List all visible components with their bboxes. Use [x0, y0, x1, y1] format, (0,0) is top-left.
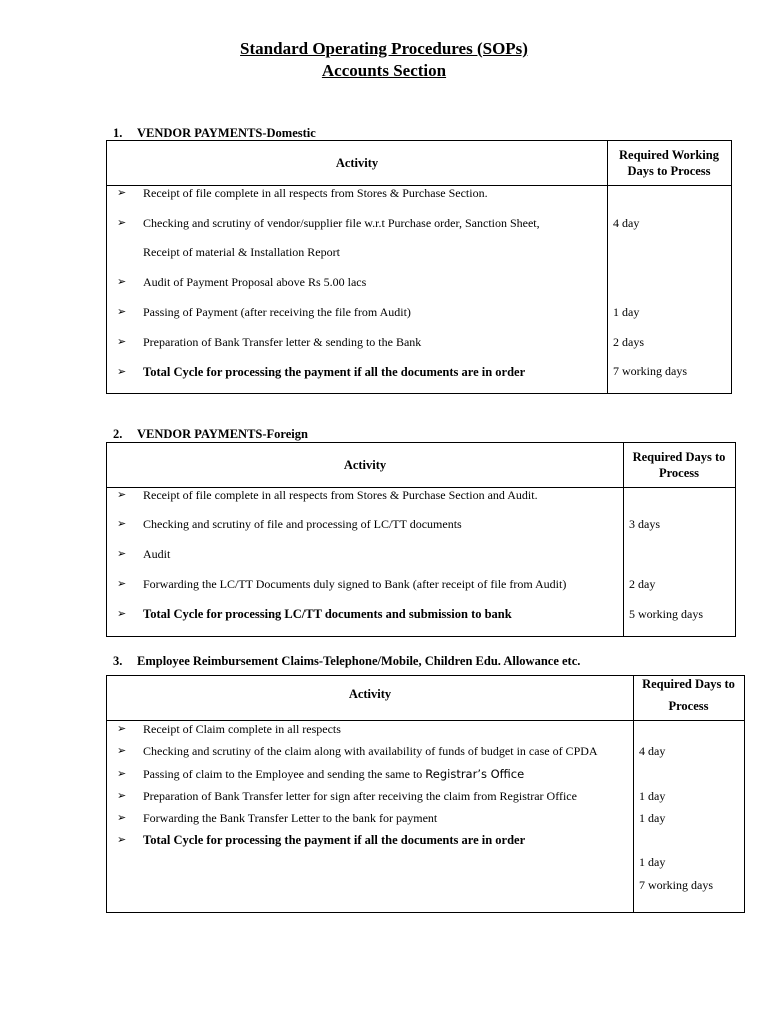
- bullet-icon: ➢: [117, 489, 127, 501]
- section-1-days-header: Required Working Days to Process: [619, 148, 719, 178]
- bullet-icon: ➢: [117, 187, 127, 199]
- bullet-icon: ➢: [117, 723, 127, 735]
- bullet-icon: ➢: [117, 768, 127, 780]
- section-3-table: Activity Required Days to Process ➢ Receipt of Claim complete in all respects ➢ Checking and scrutiny of the claim along with availability of funds of budget in case of CPDA ➢ Passing of claim to the Employee and sending the same to Registrar’s Office ➢ Preparation of Bank Transfer letter for sign after receiving the claim from Registrar Office ➢ Forwarding the Bank Transfer Letter to the bank for payment ➢ Total Cycle for processing the payment if all the documents are in order 4 day 1 day 1 day 1 day 7 working days: [106, 675, 745, 913]
- days-value: 1 day: [639, 811, 666, 825]
- section-3-activity-header: Activity: [348, 687, 392, 701]
- page-title: Standard Operating Procedures (SOPs): [240, 39, 528, 58]
- days-value: 2 days: [613, 335, 644, 349]
- section-2-days-header: Required Days to Process: [632, 450, 726, 480]
- bullet-icon: ➢: [117, 217, 127, 229]
- section-1-heading: [113, 126, 316, 141]
- section-1-number: 1.: [113, 126, 123, 140]
- section-1-table: Activity Required Working Days to Process ➢ Receipt of file complete in all respects from Stores & Purchase Section. ➢ Checking and scrutiny of vendor/supplier file w.r.t Purchase order, Sanction Sheet, Receipt of material & Installation Report ➢ Audit of Payment Proposal above Rs 5.00 lacs ➢ Passing of Payment (after receiving the file from Audit) ➢ Preparation of Bank Transfer letter & sending to the Bank ➢ Total Cycle for processing the payment if all the documents are in order 4 day 1 day 2 days 7 working days: [106, 140, 732, 394]
- bullet-icon: ➢: [117, 578, 127, 590]
- section-3-number: 3.: [113, 654, 123, 668]
- section-3-days-header-line2: Process: [668, 699, 709, 713]
- section-2-title: VENDOR PAYMENTS-Foreign: [137, 427, 308, 441]
- days-value: 7 working days: [613, 364, 687, 378]
- bullet-icon: ➢: [117, 812, 127, 824]
- bullet-icon: ➢: [117, 518, 127, 530]
- days-value: 1 day: [639, 789, 666, 803]
- days-value: 3 days: [629, 517, 660, 531]
- days-value: 7 working days: [639, 878, 713, 892]
- bullet-icon: ➢: [117, 336, 127, 348]
- days-value: 5 working days: [629, 607, 703, 621]
- bullet-icon: ➢: [117, 306, 127, 318]
- section-2-activity-header: Activity: [343, 458, 387, 472]
- section-3-days-header-line1: Required Days to: [642, 677, 735, 691]
- section-3-title: Employee Reimbursement Claims-Telephone/Mobile, Children Edu. Allowance etc.: [137, 654, 581, 668]
- section-1-activity-header: Activity: [335, 156, 379, 170]
- section-2-number: 2.: [113, 427, 123, 441]
- days-value: 1 day: [639, 855, 666, 869]
- section-2-heading: [113, 427, 308, 442]
- bullet-icon: ➢: [117, 276, 127, 288]
- days-value: 4 day: [613, 216, 640, 230]
- bullet-icon: ➢: [117, 608, 127, 620]
- page-subtitle: Accounts Section: [321, 61, 447, 80]
- days-value: 1 day: [613, 305, 640, 319]
- bullet-icon: ➢: [117, 745, 127, 757]
- days-value: 4 day: [639, 744, 666, 758]
- days-value: 2 day: [629, 577, 656, 591]
- section-1-title: VENDOR PAYMENTS-Domestic: [137, 126, 316, 140]
- registrar-office-text: Registrar’s Office: [425, 767, 525, 781]
- bullet-icon: ➢: [117, 834, 127, 846]
- section-3-heading: [113, 654, 580, 669]
- bullet-icon: ➢: [117, 790, 127, 802]
- bullet-icon: ➢: [117, 548, 127, 560]
- section-2-table: Activity Required Days to Process ➢ Receipt of file complete in all respects from Stores & Purchase Section and Audit. ➢ Checking and scrutiny of file and processing of LC/TT documents ➢ Audit ➢ Forwarding the LC/TT Documents duly signed to Bank (after receipt of file from Audit) ➢ Total Cycle for processing LC/TT documents and submission to bank 3 days 2 day 5 working days: [106, 442, 736, 637]
- bullet-icon: ➢: [117, 366, 127, 378]
